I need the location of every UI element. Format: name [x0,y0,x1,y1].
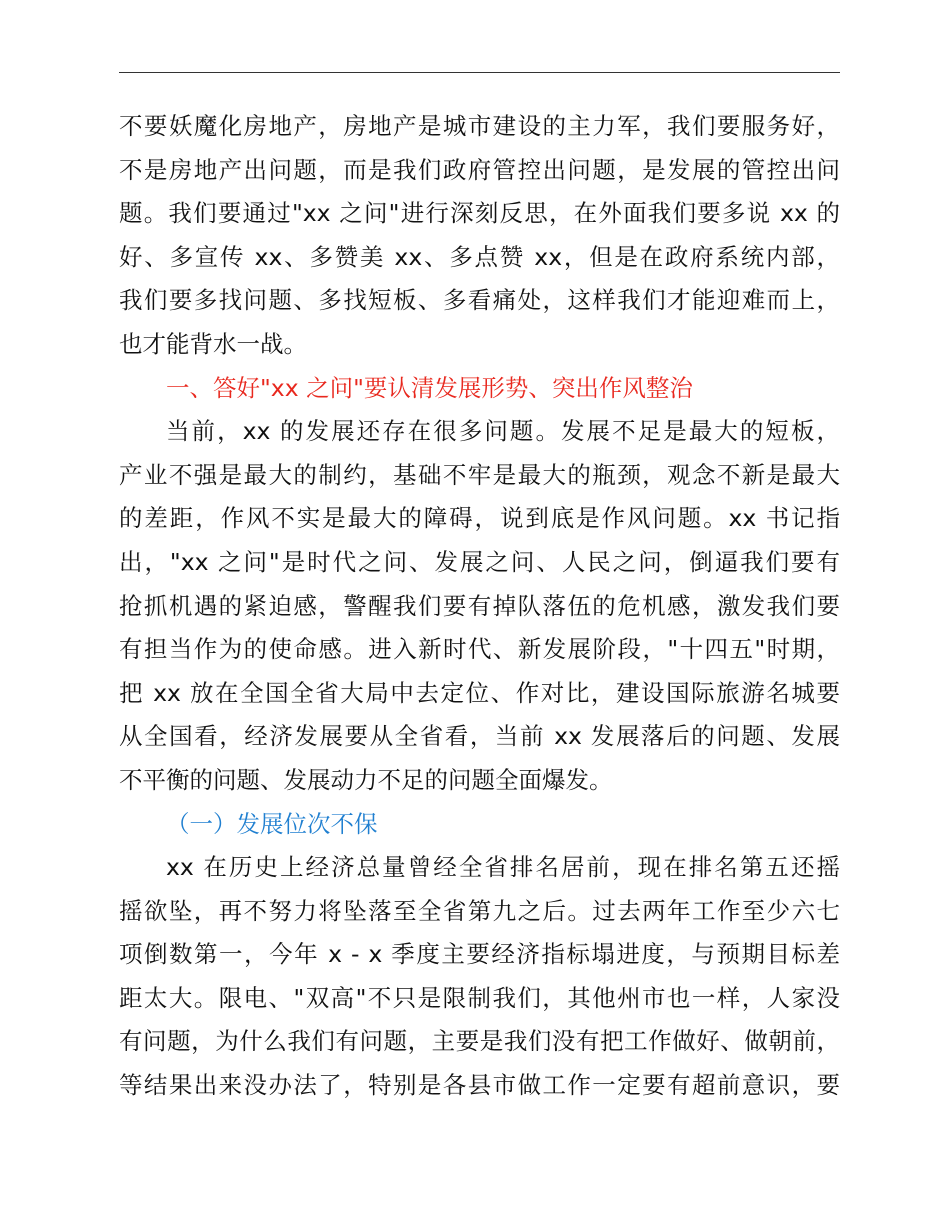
text-line: 好、多宣传 xx、多赞美 xx、多点赞 xx，但是在政府系统内部， [119,242,840,271]
document-body [119,105,840,1108]
paragraph-intro [119,105,840,367]
text-line: 出，"xx 之问"是时代之问、发展之问、人民之问，倒逼我们要有 [119,547,840,576]
text-line: 摇欲坠，再不努力将坠落至全省第九之后。过去两年工作至少六七 [119,896,840,925]
section-heading-1: 一、答好"xx 之问"要认清发展形势、突出作风整治 [166,373,693,402]
text-line: 抢抓机遇的紧迫感，警醒我们要有掉队落伍的危机感，激发我们要 [119,591,840,620]
text-line: 从全国看，经济发展要从全省看，当前 xx 发展落后的问题、发展 [119,722,840,751]
text-line: 不平衡的问题、发展动力不足的问题全面爆发。 [119,765,613,794]
section-heading-2: （一）发展位次不保 [166,809,378,838]
header-rule [119,72,840,73]
paragraph-ranking [119,846,840,1108]
text-line: 有问题，为什么我们有问题，主要是我们没有把工作做好、做朝前， [119,1027,840,1056]
text-line: 项倒数第一，今年 x - x 季度主要经济指标塌进度，与预期目标差 [119,940,840,969]
text-line: 有担当作为的使命感。进入新时代、新发展阶段，"十四五"时期， [119,635,840,664]
text-line: 也才能背水一战。 [119,329,307,358]
text-line: 不要妖魔化房地产，房地产是城市建设的主力军，我们要服务好， [119,112,840,140]
text-line: 把 xx 放在全国全省大局中去定位、作对比，建设国际旅游名城要 [119,678,840,707]
text-line: 不是房地产出问题，而是我们政府管控出问题，是发展的管控出问 [119,155,840,184]
text-line: xx 在历史上经济总量曾经全省排名居前，现在排名第五还摇 [166,853,840,882]
text-line: 的差距，作风不实是最大的障碍，说到底是作风问题。xx 书记指 [119,504,840,533]
text-line: 距太大。限电、"双高"不只是限制我们，其他州市也一样，人家没 [119,983,840,1012]
paragraph-situation [119,410,840,802]
text-line: 产业不强是最大的制约，基础不牢是最大的瓶颈，观念不新是最大 [119,460,840,489]
text-line: 等结果出来没办法了，特别是各县市做工作一定要有超前意识，要 [119,1071,840,1100]
text-line: 题。我们要通过"xx 之问"进行深刻反思，在外面我们要多说 xx 的 [119,199,840,228]
text-line: 我们要多找问题、多找短板、多看痛处，这样我们才能迎难而上， [119,286,840,315]
text-line: 当前，xx 的发展还存在很多问题。发展不足是最大的短板， [166,417,840,446]
